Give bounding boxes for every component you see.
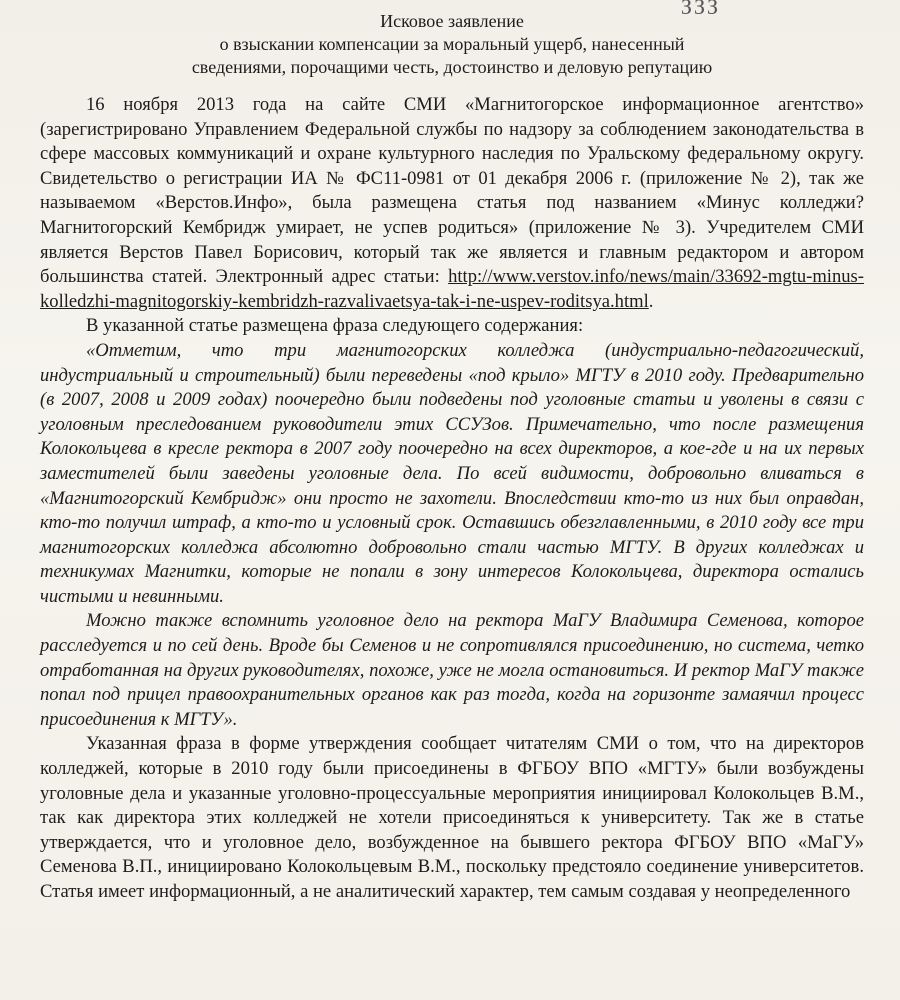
paragraph-article-info <box>40 93 864 314</box>
paragraph-analysis: Указанная фраза в форме утверждения сообщает читателям СМИ о том, что на директоров колледжей, которые в 2010 году были присоединены в ФГБОУ ВПО «МГТУ» были возбуждены уголовные дела и указанные уголовно-процессуальные мероприятия инициировал Колокольцев В.М., так как директора этих колледжей не хотели присоединяться к университету. Так же в статье утверждается, что и уголовное дело, возбужденное на бывшего ректора ФГБОУ ВПО «МаГУ» Семенова В.П., инициировано Колокольцевым В.М., поскольку предстояло соединение университетов. Статья имеет информационный, а не аналитический характер, тем самым создавая у неопределенного <box>40 733 864 902</box>
paragraph-article-info-end: . <box>648 290 654 312</box>
quote-paragraph-2: Можно также вспомнить уголовное дело на ректора МаГУ Владимира Семенова, которое расследуется и по сей день. Вроде бы Семенов и не сопротивлялся присоединению, но система, четко отработанная на других руководителях, похоже, уже не могла остановиться. И ректор МаГУ также попал под прицел правоохранительных органов как раз тогда, когда на горизонте замаячил процесс присоединения к МГТУ». <box>40 610 864 730</box>
paragraph-article-info-text: 16 ноября 2013 года на сайте СМИ «Магнитогорское информационное агентство» (зарегистрировано Управлением Федеральной службы по надзору за соблюдением законодательства в сфере массовых коммуникаций и охране культурного наследия по Уральскому федеральному округу. Свидетельство о регистрации ИА № ФС11-0981 от 01 декабря 2006 г. (приложение № 2), так же называемом «Верстов.Инфо», была размещена статья под названием «Минус колледжи? Магнитогорский Кембридж умирает, не успев родиться» (приложение № 3). Учредителем СМИ является Верстов Павел Борисович, который так же является и главным редактором и автором большинства статей. Электронный адрес статьи: <box>40 94 864 288</box>
handwritten-mark: ЗЗЗ <box>680 0 720 19</box>
title-line-2: о взыскании компенсации за моральный ущерб, нанесенный <box>219 34 685 54</box>
quote-paragraph-1: «Отметим, что три магнитогорских колледжа (индустриально-педагогический, индустриальный и строительный) были переведены «под крыло» МГТУ в 2010 году. Предварительно (в 2007, 2008 и 2009 годах) поочередно были подведены под уголовные статьи и уволены в связи с уголовным преследованием руководители этих ССУЗов. Примечательно, что после размещения Колокольцева в кресле ректора в 2007 году поочередно на всех директоров, а кое-где и на их первых заместителей были заведены уголовные дела. По всей видимости, добровольно вливаться в «Магнитогорский Кембридж» они просто не захотели. Впоследствии кто-то из них был оправдан, кто-то получил штраф, а кто-то и условный срок. Оставшись обезглавленными, в 2010 году все три магнитогорских колледжа абсолютно добровольно стали частью МГТУ. В других колледжах и техникумах Магнитки, которые не попали в зону интересов Колокольцева, директора остались чистыми и невинными. <box>40 339 864 607</box>
title-line-1: Исковое заявление <box>380 11 524 31</box>
document-title <box>40 10 864 79</box>
article-url-link[interactable]: http://www.verstov.info/news/main/33692-mgtu-minus-kolledzhi-magnitogorskiy-kembridzh-razvalivaetsya-tak-i-ne-uspev-roditsya.html <box>40 266 864 312</box>
title-line-3: сведениями, порочащими честь, достоинство и деловую репутацию <box>191 57 713 77</box>
paragraph-phrase-intro: В указанной статье размещена фраза следующего содержания: <box>86 315 584 337</box>
